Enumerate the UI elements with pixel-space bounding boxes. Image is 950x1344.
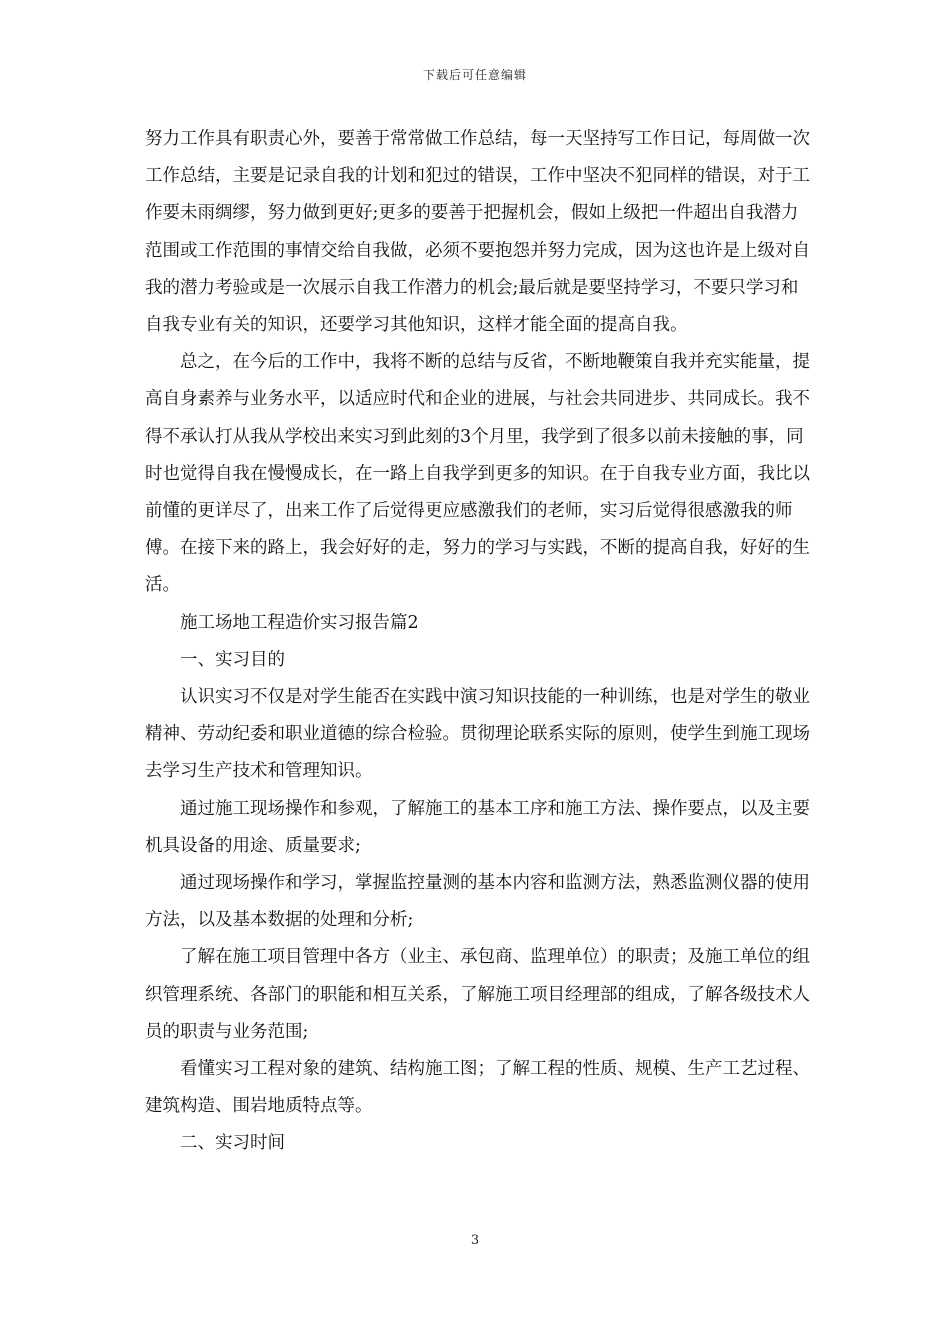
document-body <box>145 121 813 1163</box>
paragraph-purpose-2: 通过施工现场操作和参观，了解施工的基本工序和施工方法、操作要点，以及主要机具设备的用途、质量要求; <box>145 798 810 856</box>
section-title: 施工场地工程造价实习报告篇2 <box>180 612 419 633</box>
paragraph-continuation: 努力工作具有职责心外，要善于常常做工作总结，每一天坚持写工作日记，每周做一次工作总结，主要是记录自我的计划和犯过的错误，工作中坚决不犯同样的错误，对于工作要未雨绸缪，努力做到更好;更多的要善于把握机会，假如上级把一件超出自我潜力范围或工作范围的事情交给自我做，必须不要抱怨并努力完成，因为这也许是上级对自我的潜力考验或是一次展示自我工作潜力的机会;最后就是要坚持学习，不要只学习和自我专业有关的知识，还要学习其他知识，这样才能全面的提高自我。 <box>145 129 810 336</box>
page-number: 3 <box>470 1233 480 1248</box>
paragraph-purpose-1: 认识实习不仅是对学生能否在实践中演习知识技能的一种训练，也是对学生的敬业精神、劳动纪委和职业道德的综合检验。贯彻理论联系实际的原则，使学生到施工现场去学习生产技术和管理知识。 <box>145 687 810 782</box>
paragraph-purpose-4: 了解在施工项目管理中各方（业主、承包商、监理单位）的职责；及施工单位的组织管理系统、各部门的职能和相互关系，了解施工项目经理部的组成，了解各级技术人员的职责与业务范围; <box>145 947 810 1042</box>
heading-time: 二、实习时间 <box>180 1133 285 1154</box>
page-header: 下载后可任意编辑 <box>422 68 527 82</box>
paragraph-summary: 总之，在今后的工作中，我将不断的总结与反省，不断地鞭策自我并充实能量，提高自身素养与业务水平，以适应时代和企业的进展，与社会共同进步、共同成长。我不得不承认打从我从学校出来实习到此刻的3个月里，我学到了很多以前未接触的事，同时也觉得自我在慢慢成长，在一路上自我学到更多的知识。在于自我专业方面，我比以前懂的更详尽了，出来工作了后觉得更应感激我们的老师，实习后觉得很感激我的师傅。在接下来的路上，我会好好的走，努力的学习与实践，不断的提高自我，好好的生活。 <box>145 352 810 596</box>
paragraph-purpose-5: 看懂实习工程对象的建筑、结构施工图；了解工程的性质、规模、生产工艺过程、建筑构造、围岩地质特点等。 <box>145 1059 810 1117</box>
paragraph-purpose-3: 通过现场操作和学习，掌握监控量测的基本内容和监测方法，熟悉监测仪器的使用方法，以及基本数据的处理和分析; <box>145 873 810 931</box>
heading-purpose: 一、实习目的 <box>180 649 285 670</box>
